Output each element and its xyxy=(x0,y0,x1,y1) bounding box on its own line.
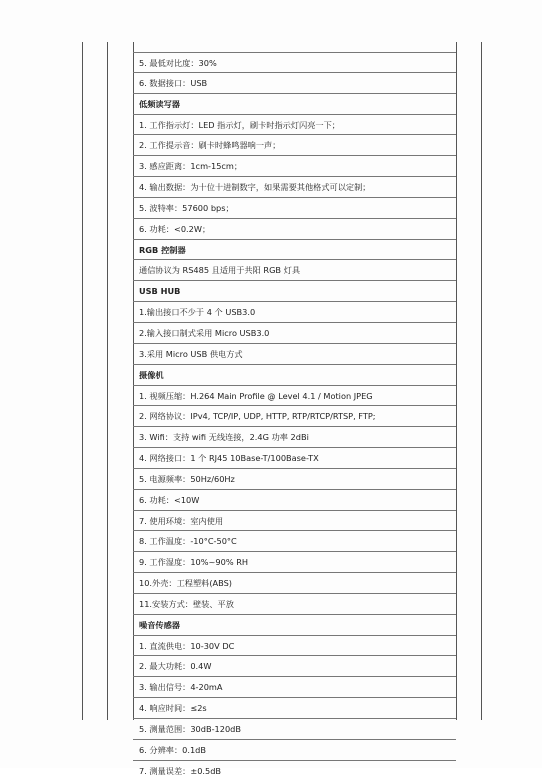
spec-item: 6. 分辨率：0.1dB xyxy=(133,740,456,761)
spec-item: 7. 测量误差：±0.5dB xyxy=(139,765,222,776)
spec-item: 3. 感应距离：1cm-15cm； xyxy=(133,156,456,177)
spec-item: 5. 测量范围：30dB-120dB xyxy=(133,719,456,740)
table-column-divider-1 xyxy=(107,42,108,720)
spec-item: 2. 工作提示音：刷卡时蜂鸣器响一声； xyxy=(133,135,456,156)
section-heading: USB HUB xyxy=(133,281,456,302)
spec-item: 4. 网络接口：1 个 RJ45 10Base-T/100Base-TX xyxy=(133,448,456,469)
spec-item: 2. 网络协议：IPv4, TCP/IP, UDP, HTTP, RTP/RTCP/RTSP, FTP; xyxy=(133,406,456,427)
spec-item: 2.输入接口制式采用 Micro USB3.0 xyxy=(133,323,456,344)
spec-item: 1. 工作指示灯：LED 指示灯，刷卡时指示灯闪亮一下； xyxy=(133,115,456,136)
section-heading: 摄像机 xyxy=(133,365,456,386)
spec-item: 5. 最低对比度：30% xyxy=(133,52,456,73)
spec-item: 10.外壳：工程塑料(ABS) xyxy=(133,573,456,594)
spec-item: 5. 电源频率：50Hz/60Hz xyxy=(133,469,456,490)
section-heading: 低频读写器 xyxy=(133,94,456,115)
spec-item: 5. 波特率：57600 bps； xyxy=(133,198,456,219)
spec-item: 6. 功耗：<0.2W； xyxy=(133,219,456,240)
spec-item: 1.输出接口不少于 4 个 USB3.0 xyxy=(133,302,456,323)
spec-item: 1. 视频压缩：H.264 Main Profile @ Level 4.1 / Motion JPEG xyxy=(133,386,456,407)
spec-item: 通信协议为 RS485 且适用于共阳 RGB 灯具 xyxy=(133,260,456,281)
section-heading: 噪音传感器 xyxy=(133,615,456,636)
table-column-divider-3 xyxy=(456,42,457,720)
spec-item: 11.安装方式：壁装、平放 xyxy=(133,594,456,615)
spec-item: 3.采用 Micro USB 供电方式 xyxy=(133,344,456,365)
spec-item: 4. 响应时间：≤2s xyxy=(133,698,456,719)
spec-item: 4. 输出数据：为十位十进制数字，如果需要其他格式可以定制； xyxy=(133,177,456,198)
section-heading: RGB 控制器 xyxy=(133,240,456,261)
table-border-left xyxy=(82,42,83,720)
spec-item: 9. 工作湿度：10%~90% RH xyxy=(133,552,456,573)
spec-item: 6. 功耗：<10W xyxy=(133,490,456,511)
spec-item: 2. 最大功耗：0.4W xyxy=(133,656,456,677)
spec-item: 7. 使用环境：室内使用 xyxy=(133,511,456,532)
spec-item: 3. 输出信号：4-20mA xyxy=(133,677,456,698)
spec-item: 3. Wifi：支持 wifi 无线连接，2.4G 功率 2dBi xyxy=(133,427,456,448)
spec-item: 6. 数据接口：USB xyxy=(133,73,456,94)
spec-table xyxy=(133,52,456,782)
spec-item: 8. 工作温度：-10°C-50°C xyxy=(133,531,456,552)
table-border-right xyxy=(481,42,482,720)
spec-item: 1. 直流供电：10-30V DC xyxy=(133,636,456,657)
